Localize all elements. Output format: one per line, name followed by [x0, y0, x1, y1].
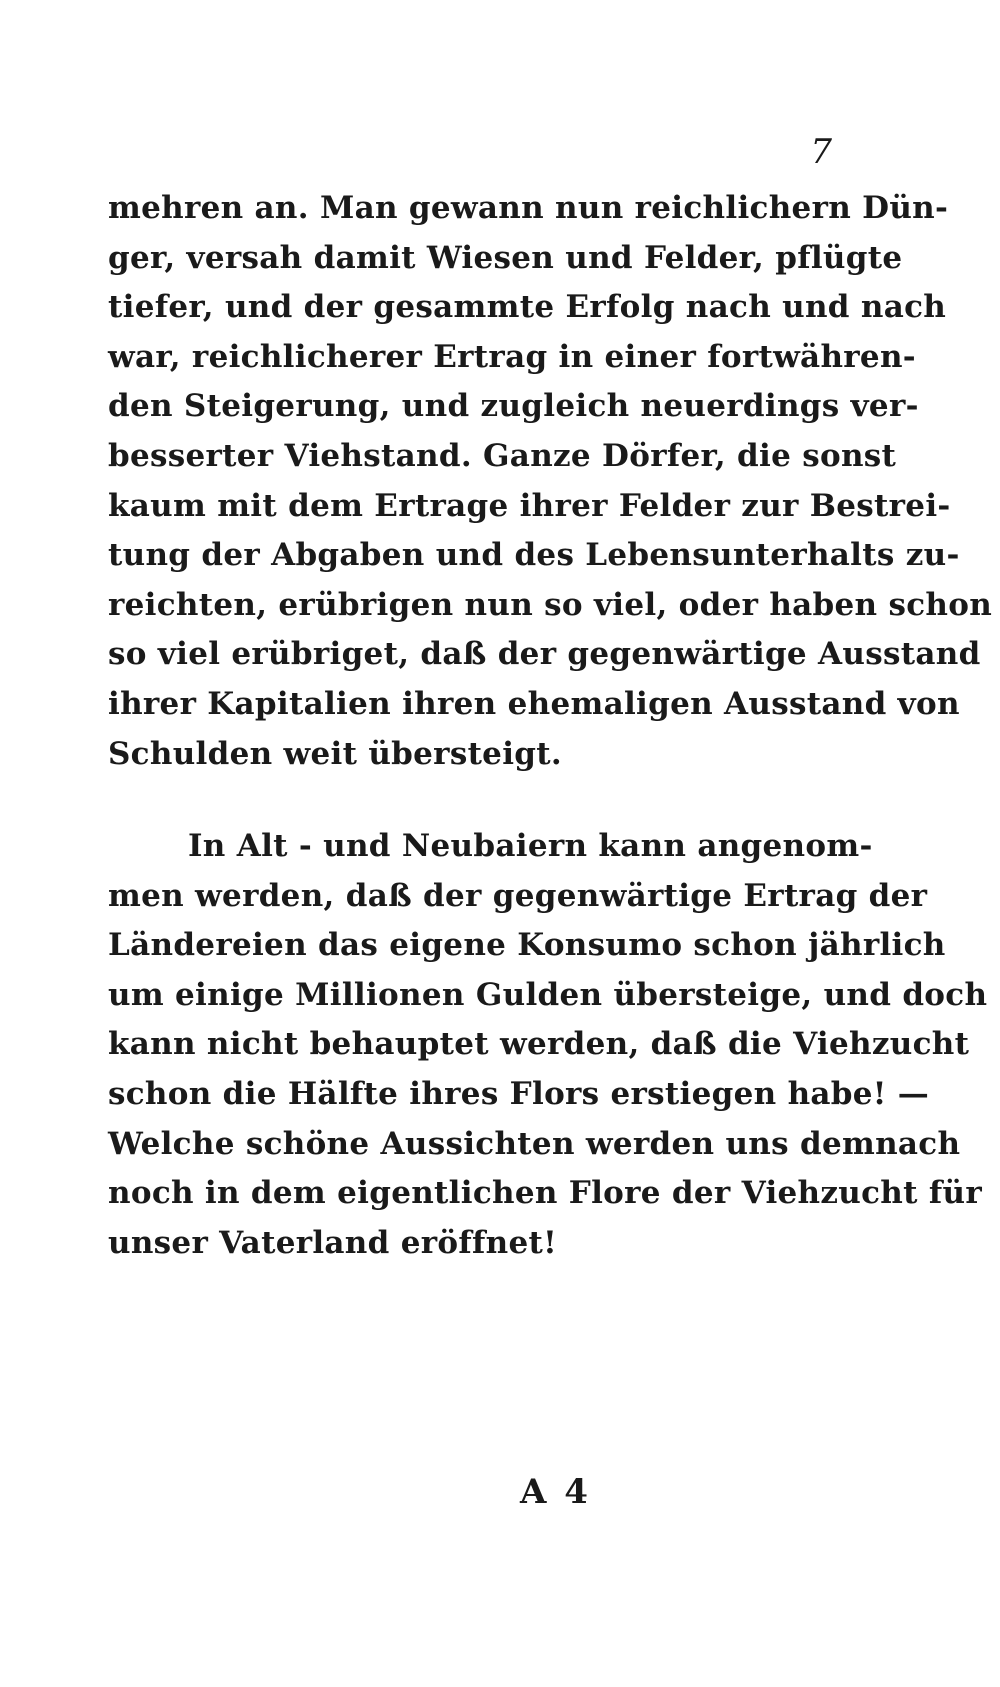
signature-mark: A 4: [520, 1472, 588, 1512]
text-line: besserter Viehstand. Ganze Dörfer, die sonst: [108, 437, 897, 474]
text-line: Ländereien das eigene Konsumo schon jährlich: [108, 927, 946, 964]
page-number: 7: [810, 132, 832, 172]
text-line: mehren an. Man gewann nun reichlichern Dün-: [108, 190, 949, 226]
text-line: noch in dem eigentlichen Flore der Viehzucht für: [108, 1175, 982, 1212]
paragraph-1: [108, 184, 993, 779]
text-line: um einige Millionen Gulden übersteige, und doch: [108, 976, 988, 1013]
text-line: men werden, daß der gegenwärtige Ertrag der: [108, 877, 928, 914]
text-line: In Alt - und Neubaiern kann angenom-: [188, 828, 873, 864]
text-line: kann nicht behauptet werden, daß die Viehzucht: [108, 1026, 970, 1063]
text-line: schon die Hälfte ihres Flors erstiegen habe! —: [108, 1075, 930, 1112]
text-line: tiefer, und der gesammte Erfolg nach und nach: [108, 289, 947, 326]
text-line: Welche schöne Aussichten werden uns demnach: [108, 1125, 961, 1162]
text-line: unser Vaterland eröffnet!: [108, 1224, 558, 1261]
text-line: so viel erübriget, daß der gegenwärtige Ausstand: [108, 636, 981, 673]
text-line: ihrer Kapitalien ihren ehemaligen Ausstand von: [108, 685, 960, 722]
text-line: den Steigerung, und zugleich neuerdings ver-: [108, 388, 919, 425]
text-line: war, reichlicherer Ertrag in einer fortwähren-: [108, 338, 916, 375]
text-line: tung der Abgaben und des Lebensunterhalts zu-: [108, 537, 960, 574]
text-line: kaum mit dem Ertrage ihrer Felder zur Bestrei-: [108, 487, 951, 524]
text-line: ger, versah damit Wiesen und Felder, pflügte: [108, 239, 903, 276]
paragraph-2: [108, 822, 988, 1268]
text-line: Schulden weit übersteigt.: [108, 735, 562, 772]
text-line: reichten, erübrigen nun so viel, oder haben schon: [108, 586, 993, 623]
